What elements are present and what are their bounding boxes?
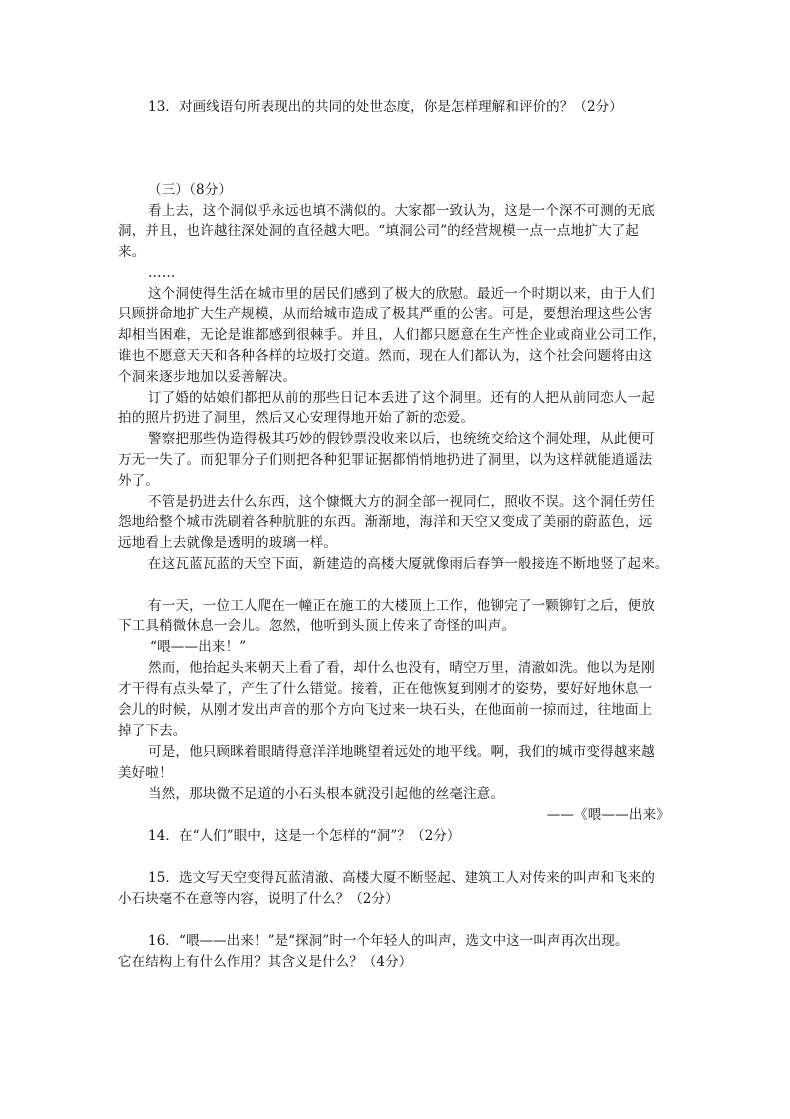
passage-line: 这个洞使得生活在城市里的居民们感到了极大的欣慰。最近一个时期以来，由于人们 <box>148 286 655 302</box>
passage-line: 警察把那些伪造得极其巧妙的假钞票没收来以后，也统统交给这个洞处理，从此便可 <box>148 431 655 447</box>
passage-line: 当然，那块微不足道的小石头根本就没引起他的丝毫注意。 <box>148 786 505 802</box>
question-16-line: 它在结构上有什么作用？其含义是什么？（4分） <box>118 954 413 970</box>
passage-line: 才干得有点头晕了，产生了什么错觉。接着，正在他恢复到刚才的姿势，要好好地休息一 <box>118 681 653 697</box>
passage-line: 在这瓦蓝瓦蓝的天空下面，新建造的高楼大厦就像雨后春笋一般接连不断地竖了起来。 <box>148 556 669 572</box>
passage-line: 会儿的时候，从刚才发出声音的那个方向飞过来一块石头，在他面前一掠而过，往地面上 <box>118 702 653 718</box>
passage-line: 看上去，这个洞似乎永远也填不满似的。大家都一致认为，这是一个深不可测的无底 <box>148 203 655 219</box>
passage-line: 来。 <box>118 244 146 260</box>
passage-line: 洞，并且，也许越往深处洞的直径越大吧。“填洞公司”的经营规模一点一点地扩大了起 <box>118 223 640 239</box>
passage-line: 怨地给整个城市洗刷着各种肮脏的东西。渐渐地，海洋和天空又变成了美丽的蔚蓝色，远 <box>118 514 653 530</box>
question-16-line: 16．“喂——出来！”是“探洞”时一个年轻人的叫声，选文中这一叫声再次出现。 <box>148 933 629 949</box>
passage-line: 不管是扔进去什么东西，这个慷慨大方的洞全部一视同仁，照收不误。这个洞任劳任 <box>148 494 655 510</box>
question-13: 13．对画线语句所表现出的共同的处世态度，你是怎样理解和评价的？（2分） <box>148 99 623 115</box>
passage-line: 然而，他抬起头来朝天上看了看，却什么也没有，晴空万里，清澈如洗。他以为是刚 <box>148 660 655 676</box>
passage-line: 可是，他只顾眯着眼睛得意洋洋地眺望着远处的地平线。啊，我们的城市变得越来越 <box>148 744 655 760</box>
passage-line: 美好啦！ <box>118 765 173 781</box>
passage-quote: “喂——出来！” <box>150 639 247 655</box>
question-15-line: 小石块毫不在意等内容，说明了什么？（2分） <box>118 891 399 907</box>
passage-line: 订了婚的姑娘们都把从前的那些日记本丢进了这个洞里。还有的人把从前同恋人一起 <box>148 390 655 406</box>
question-14: 14．在“人们”眼中，这是一个怎样的“洞”？（2分） <box>148 828 461 844</box>
passage-line: 拍的照片扔进了洞里，然后又心安理得地开始了新的恋爱。 <box>118 410 475 426</box>
passage-source: ——《喂——出来》 <box>546 807 670 823</box>
passage-line: 下工具稍微休息一会儿。忽然，他听到头顶上传来了奇怪的叫声。 <box>118 618 516 634</box>
passage-ellipsis: …… <box>148 265 176 281</box>
passage-line: 外了。 <box>118 473 160 489</box>
passage-line: 只顾拼命地扩大生产规模，从而给城市造成了极其严重的公害。可是，要想治理这些公害 <box>118 306 653 322</box>
section-heading: （三）（8分） <box>148 182 233 198</box>
passage-line: 却相当困难，无论是谁都感到很棘手。并且，人们都只愿意在生产性企业或商业公司工作， <box>118 327 666 343</box>
passage-line: 谁也不愿意天天和各种各样的垃圾打交道。然而，现在人们都认为，这个社会问题将由这 <box>118 348 653 364</box>
passage-line: 万无一失了。而犯罪分子们则把各种犯罪证据都悄悄地扔进了洞里，以为这样就能逍遥法 <box>118 452 653 468</box>
question-15-line: 15．选文写天空变得瓦蓝清澈、高楼大厦不断竖起、建筑工人对传来的叫声和飞来的 <box>148 870 655 886</box>
passage-line: 远地看上去就像是透明的玻璃一样。 <box>118 535 338 551</box>
passage-line: 有一天，一位工人爬在一幢正在施工的大楼顶上工作，他铆完了一颗铆钉之后，便放 <box>148 598 655 614</box>
passage-line: 掉了下去。 <box>118 723 187 739</box>
passage-line: 个洞来逐步地加以妥善解决。 <box>118 369 297 385</box>
